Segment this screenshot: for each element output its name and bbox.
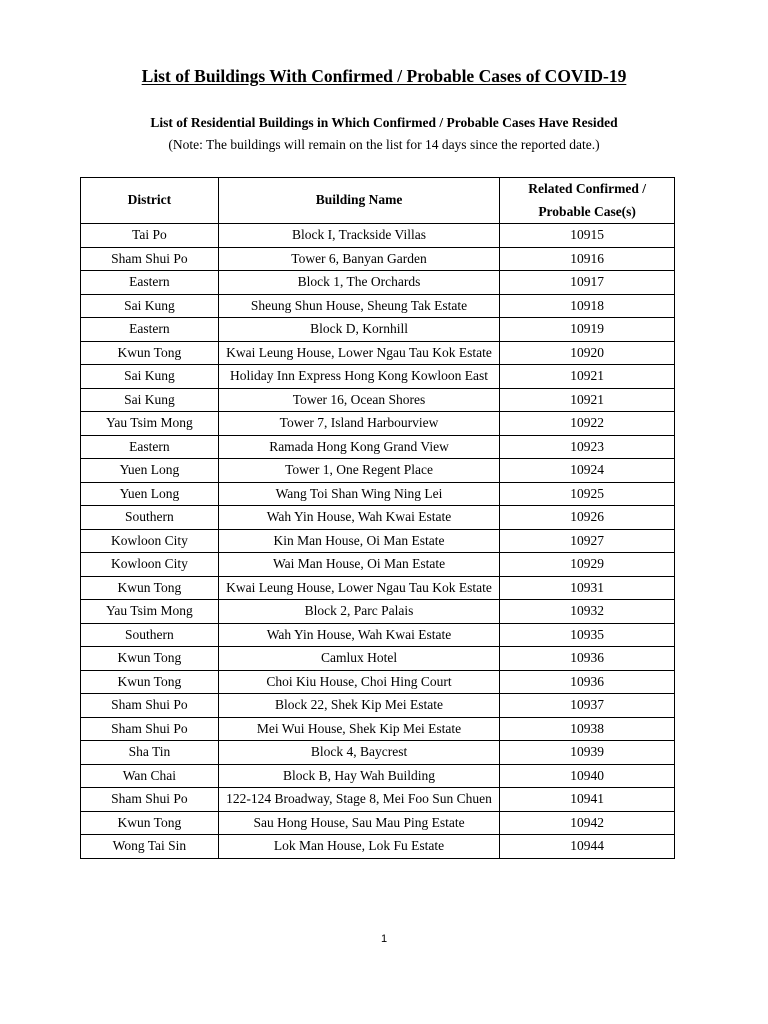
table-row [81, 435, 675, 459]
district-cell: Yau Tsim Mong [81, 412, 219, 436]
district-cell: Yau Tsim Mong [81, 600, 219, 624]
table-row [81, 459, 675, 483]
building-name-cell: Kwai Leung House, Lower Ngau Tau Kok Estate [218, 341, 499, 365]
district-cell: Kwun Tong [81, 576, 219, 600]
related-cases-cell: 10926 [500, 506, 675, 530]
district-cell: Wong Tai Sin [81, 835, 219, 859]
table-row [81, 764, 675, 788]
building-name-cell: 122-124 Broadway, Stage 8, Mei Foo Sun Chuen [218, 788, 499, 812]
building-name-cell: Wang Toi Shan Wing Ning Lei [218, 482, 499, 506]
related-cases-cell: 10938 [500, 717, 675, 741]
district-cell: Kwun Tong [81, 341, 219, 365]
district-cell: Wan Chai [81, 764, 219, 788]
district-cell: Sham Shui Po [81, 247, 219, 271]
related-cases-cell: 10941 [500, 788, 675, 812]
district-cell: Sai Kung [81, 388, 219, 412]
related-cases-cell: 10921 [500, 388, 675, 412]
building-name-cell: Sheung Shun House, Sheung Tak Estate [218, 294, 499, 318]
building-name-cell: Block 2, Parc Palais [218, 600, 499, 624]
district-cell: Yuen Long [81, 482, 219, 506]
district-cell: Kwun Tong [81, 811, 219, 835]
table-row [81, 341, 675, 365]
table-row [81, 318, 675, 342]
building-name-cell: Wah Yin House, Wah Kwai Estate [218, 506, 499, 530]
building-name-cell: Lok Man House, Lok Fu Estate [218, 835, 499, 859]
building-name-cell: Sau Hong House, Sau Mau Ping Estate [218, 811, 499, 835]
district-cell: Yuen Long [81, 459, 219, 483]
building-name-cell: Choi Kiu House, Choi Hing Court [218, 670, 499, 694]
table-row [81, 647, 675, 671]
table-row [81, 670, 675, 694]
building-name-cell: Holiday Inn Express Hong Kong Kowloon East [218, 365, 499, 389]
related-cases-cell: 10923 [500, 435, 675, 459]
related-cases-cell: 10935 [500, 623, 675, 647]
district-cell: Kowloon City [81, 553, 219, 577]
table-row [81, 717, 675, 741]
building-name-cell: Mei Wui House, Shek Kip Mei Estate [218, 717, 499, 741]
building-name-cell: Tower 6, Banyan Garden [218, 247, 499, 271]
related-cases-cell: 10927 [500, 529, 675, 553]
building-name-cell: Ramada Hong Kong Grand View [218, 435, 499, 459]
district-cell: Kwun Tong [81, 670, 219, 694]
building-name-cell: Camlux Hotel [218, 647, 499, 671]
building-name-cell: Kin Man House, Oi Man Estate [218, 529, 499, 553]
district-cell: Sha Tin [81, 741, 219, 765]
related-cases-cell: 10931 [500, 576, 675, 600]
table-row [81, 623, 675, 647]
table-row [81, 271, 675, 295]
related-cases-cell: 10944 [500, 835, 675, 859]
building-name-cell: Wai Man House, Oi Man Estate [218, 553, 499, 577]
related-cases-cell: 10925 [500, 482, 675, 506]
table-row [81, 553, 675, 577]
table-row [81, 388, 675, 412]
table-row [81, 835, 675, 859]
related-cases-cell: 10920 [500, 341, 675, 365]
related-cases-cell: 10932 [500, 600, 675, 624]
related-cases-cell: 10936 [500, 647, 675, 671]
district-cell: Sham Shui Po [81, 788, 219, 812]
district-cell: Sai Kung [81, 365, 219, 389]
building-name-cell: Wah Yin House, Wah Kwai Estate [218, 623, 499, 647]
building-name-cell: Block 4, Baycrest [218, 741, 499, 765]
related-cases-cell: 10940 [500, 764, 675, 788]
related-cases-cell: 10939 [500, 741, 675, 765]
building-name-cell: Kwai Leung House, Lower Ngau Tau Kok Estate [218, 576, 499, 600]
table-row [81, 247, 675, 271]
district-cell: Eastern [81, 435, 219, 459]
header-district: District [81, 178, 219, 224]
header-row [81, 178, 675, 224]
district-cell: Sai Kung [81, 294, 219, 318]
table-body [81, 224, 675, 859]
related-cases-cell: 10936 [500, 670, 675, 694]
building-name-cell: Tower 1, One Regent Place [218, 459, 499, 483]
building-name-cell: Block D, Kornhill [218, 318, 499, 342]
table-row [81, 529, 675, 553]
table-row [81, 600, 675, 624]
table-row [81, 224, 675, 248]
district-cell: Tai Po [81, 224, 219, 248]
document-note: (Note: The buildings will remain on the list for 14 days since the reported date.) [168, 137, 600, 152]
district-cell: Sham Shui Po [81, 717, 219, 741]
related-cases-cell: 10916 [500, 247, 675, 271]
related-cases-cell: 10922 [500, 412, 675, 436]
header-related-cases: Related Confirmed / Probable Case(s) [500, 178, 675, 224]
related-cases-cell: 10919 [500, 318, 675, 342]
related-cases-cell: 10915 [500, 224, 675, 248]
buildings-table [80, 177, 675, 859]
district-cell: Eastern [81, 271, 219, 295]
related-cases-cell: 10917 [500, 271, 675, 295]
building-name-cell: Block I, Trackside Villas [218, 224, 499, 248]
table-row [81, 365, 675, 389]
table-row [81, 506, 675, 530]
building-name-cell: Tower 7, Island Harbourview [218, 412, 499, 436]
district-cell: Eastern [81, 318, 219, 342]
district-cell: Southern [81, 506, 219, 530]
related-cases-cell: 10921 [500, 365, 675, 389]
table-row [81, 412, 675, 436]
table-header [81, 178, 675, 224]
table-row [81, 788, 675, 812]
page-number: 1 [380, 933, 388, 945]
related-cases-cell: 10942 [500, 811, 675, 835]
district-cell: Kowloon City [81, 529, 219, 553]
table-row [81, 294, 675, 318]
building-name-cell: Block 1, The Orchards [218, 271, 499, 295]
table-row [81, 694, 675, 718]
district-cell: Kwun Tong [81, 647, 219, 671]
building-name-cell: Tower 16, Ocean Shores [218, 388, 499, 412]
document-subtitle: List of Residential Buildings in Which Confirmed / Probable Cases Have Resided [150, 115, 618, 130]
district-cell: Southern [81, 623, 219, 647]
building-name-cell: Block B, Hay Wah Building [218, 764, 499, 788]
district-cell: Sham Shui Po [81, 694, 219, 718]
table-row [81, 811, 675, 835]
table-row [81, 741, 675, 765]
table-row [81, 482, 675, 506]
table-row [81, 576, 675, 600]
document-title: List of Buildings With Confirmed / Probable Cases of COVID-19 [141, 66, 627, 86]
related-cases-cell: 10937 [500, 694, 675, 718]
related-cases-cell: 10918 [500, 294, 675, 318]
related-cases-cell: 10929 [500, 553, 675, 577]
building-name-cell: Block 22, Shek Kip Mei Estate [218, 694, 499, 718]
related-cases-cell: 10924 [500, 459, 675, 483]
header-building-name: Building Name [218, 178, 499, 224]
